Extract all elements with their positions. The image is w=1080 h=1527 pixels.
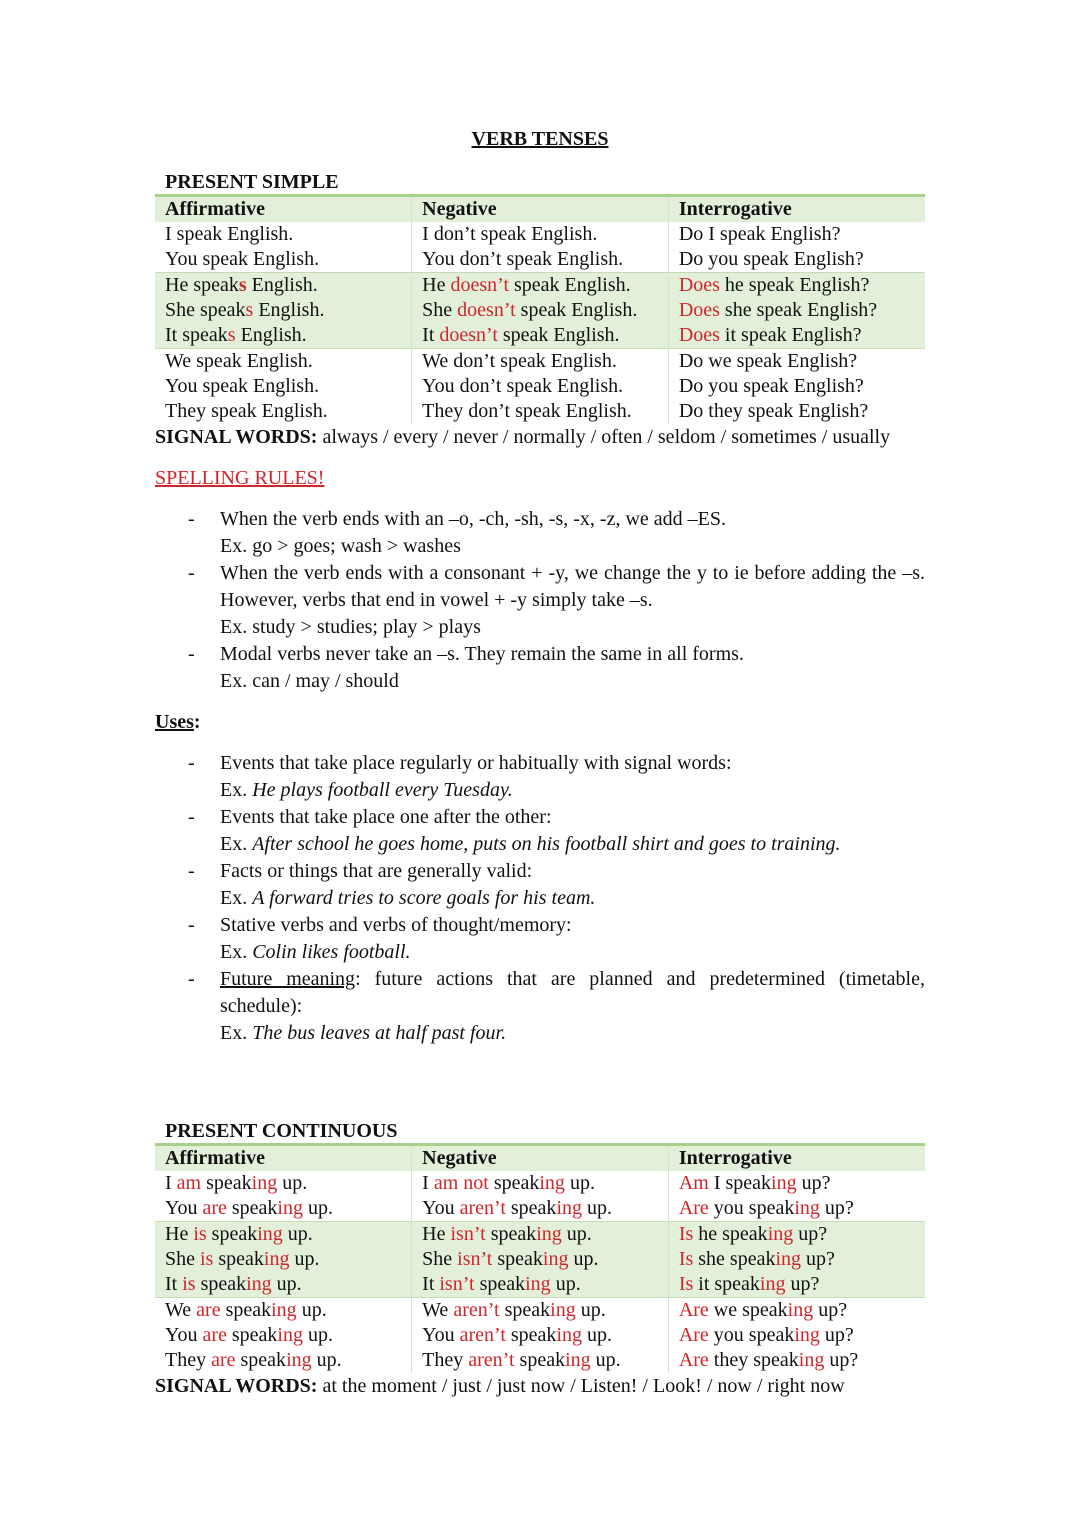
text-segment: Do they speak English? [678, 400, 869, 422]
rule-text: When the verb ends with an –o, -ch, -sh, -s, -x, -z, we add –ES. [220, 508, 726, 530]
highlighted-text: ing [525, 1273, 551, 1295]
text-segment: It [165, 1273, 183, 1295]
text-segment: she speak [693, 1248, 776, 1270]
text-segment: up. [561, 1223, 592, 1245]
table-cell [412, 1222, 669, 1248]
table-cell [668, 1247, 925, 1272]
table-row [155, 323, 925, 349]
table-cell [412, 349, 669, 375]
highlighted-text: doesn’t [457, 299, 516, 321]
signal-label: SIGNAL WORDS: [155, 1375, 318, 1397]
column-header: Affirmative [155, 1145, 412, 1172]
table-cell [412, 1196, 669, 1222]
text-segment: up? [824, 1349, 859, 1371]
table-cell [155, 1196, 412, 1222]
text-segment: speak English. [509, 274, 631, 296]
text-segment: They [165, 1349, 212, 1371]
present-simple-table [155, 194, 925, 424]
text-segment: speak [505, 1324, 557, 1346]
highlighted-text: is [182, 1273, 196, 1295]
table-cell [155, 1171, 412, 1196]
highlighted-text: ing [794, 1324, 820, 1346]
table-cell [412, 1247, 669, 1272]
text-segment: I speak English. [165, 223, 294, 245]
highlighted-text: are [211, 1349, 236, 1371]
text-segment: up? [793, 1223, 828, 1245]
text-segment: He [422, 1223, 451, 1245]
table-cell [412, 374, 669, 399]
table-cell [668, 222, 925, 247]
example-sentence: A forward tries to score goals for his team. [252, 887, 596, 909]
ex-prefix: Ex. [220, 887, 253, 909]
text-segment: They [422, 1349, 469, 1371]
text-segment: She [165, 1248, 200, 1270]
highlighted-text: Is [678, 1248, 694, 1270]
highlighted-text: doesn’t [439, 324, 498, 346]
table-cell [155, 1323, 412, 1348]
table-cell [668, 1323, 925, 1348]
use-text: Stative verbs and verbs of thought/memory: [220, 914, 572, 936]
document-title: VERB TENSES [471, 128, 609, 150]
text-segment: I don’t speak English. [422, 223, 598, 245]
text-segment: you speak [708, 1324, 795, 1346]
table-cell [155, 1298, 412, 1324]
text-segment: She speak [165, 299, 246, 321]
text-segment: He [422, 274, 451, 296]
table-row [155, 1196, 925, 1222]
text-segment: You [165, 1197, 203, 1219]
highlighted-text: Is [678, 1273, 694, 1295]
text-segment: up. [289, 1248, 320, 1270]
highlighted-text: Does [678, 299, 720, 321]
table-cell [155, 222, 412, 247]
table-cell [412, 323, 669, 349]
table-row [155, 1247, 925, 1272]
table-cell [155, 1247, 412, 1272]
table-cell [155, 247, 412, 273]
highlighted-text: ing [257, 1223, 283, 1245]
text-segment: up. [568, 1248, 599, 1270]
highlighted-text: aren’t [459, 1324, 506, 1346]
text-segment: up. [575, 1299, 606, 1321]
column-header: Negative [412, 196, 669, 223]
highlighted-text: are [196, 1299, 221, 1321]
highlighted-text: isn’t [450, 1223, 486, 1245]
table-cell [155, 349, 412, 375]
ex-prefix: Ex. [220, 941, 253, 963]
ex-prefix: Ex. [220, 1022, 253, 1044]
use-keyword: Future meaning [220, 968, 356, 990]
text-segment: up. [582, 1197, 612, 1219]
highlighted-text: ing [246, 1273, 272, 1295]
use-example [220, 939, 925, 966]
text-segment: up. [282, 1223, 313, 1245]
column-header: Negative [412, 1145, 669, 1172]
text-segment: We don’t speak English. [422, 350, 617, 372]
table-header-row [155, 196, 925, 223]
table-cell [668, 374, 925, 399]
text-segment: up? [819, 1324, 854, 1346]
signal-words [155, 424, 925, 451]
text-segment: You don’t speak English. [422, 248, 624, 270]
table-cell [412, 273, 669, 299]
text-segment: It [422, 324, 440, 346]
spelling-rule [155, 560, 925, 641]
table-cell [668, 298, 925, 323]
uses-heading-line [155, 709, 925, 736]
use-text: Facts or things that are generally valid: [220, 860, 533, 882]
table-cell [412, 1272, 669, 1298]
highlighted-text: are [202, 1324, 227, 1346]
text-segment: up. [271, 1273, 302, 1295]
rule-example: Ex. can / may / should [220, 670, 399, 692]
highlighted-text: s [245, 299, 254, 321]
table-cell [668, 247, 925, 273]
highlighted-text: Are [678, 1324, 709, 1346]
column-header: Interrogative [668, 196, 925, 223]
text-segment: speak [488, 1172, 540, 1194]
highlighted-text: aren’t [459, 1197, 506, 1219]
highlighted-text: am [176, 1172, 202, 1194]
highlighted-text: ing [787, 1299, 814, 1321]
table-cell [668, 1272, 925, 1298]
spelling-rule [155, 641, 925, 695]
text-segment: He [165, 1223, 194, 1245]
table-cell [412, 399, 669, 424]
rule-example: Ex. study > studies; play > plays [220, 616, 481, 638]
highlighted-text: ing [794, 1197, 820, 1219]
text-segment: Do we speak English? [678, 350, 858, 372]
table-row [155, 247, 925, 273]
highlighted-text: isn’t [439, 1273, 475, 1295]
text-segment: up? [813, 1299, 848, 1321]
text-segment: speak English. [497, 324, 620, 346]
table-cell [412, 222, 669, 247]
signal-label: SIGNAL WORDS: [155, 426, 318, 448]
text-segment: up? [819, 1197, 854, 1219]
use-example [220, 777, 925, 804]
text-segment: We [422, 1299, 454, 1321]
highlighted-text: ing [775, 1248, 802, 1270]
example-sentence: He plays football every Tuesday. [252, 779, 513, 801]
text-segment: You don’t speak English. [422, 375, 624, 397]
table-cell [668, 1298, 925, 1324]
table-row [155, 374, 925, 399]
text-segment: speak [201, 1172, 252, 1194]
text-segment: Do you speak English? [678, 248, 864, 270]
text-segment: speak [220, 1299, 272, 1321]
highlighted-text: ing [542, 1248, 569, 1270]
highlighted-text: ing [556, 1197, 582, 1219]
use-item [155, 750, 925, 804]
highlighted-text: ing [556, 1324, 582, 1346]
table-row [155, 1298, 925, 1324]
highlighted-text: ing [251, 1172, 278, 1194]
table-row [155, 222, 925, 247]
use-example [220, 1020, 925, 1047]
table-cell [668, 323, 925, 349]
text-segment: up. [296, 1299, 327, 1321]
table-cell [668, 273, 925, 299]
highlighted-text: ing [539, 1172, 565, 1194]
use-example [220, 831, 925, 858]
text-segment: She [422, 299, 458, 321]
table-cell [155, 1348, 412, 1373]
highlighted-text: s [227, 324, 236, 346]
table-row [155, 1323, 925, 1348]
present-continuous-section [155, 1119, 925, 1400]
use-item [155, 912, 925, 966]
text-segment: up? [796, 1172, 831, 1194]
highlighted-text: Are [678, 1197, 709, 1219]
text-segment: we speak [708, 1299, 788, 1321]
highlighted-text: Are [678, 1349, 709, 1371]
spelling-rules-list [155, 506, 925, 695]
text-segment: We speak English. [165, 350, 313, 372]
text-segment: They speak English. [165, 400, 328, 422]
text-segment: We [165, 1299, 197, 1321]
text-segment: up. [582, 1324, 612, 1346]
use-text: Events that take place one after the other: [220, 806, 552, 828]
use-item [155, 858, 925, 912]
highlighted-text: Am [678, 1172, 709, 1194]
table-row [155, 298, 925, 323]
text-segment: up? [801, 1248, 835, 1270]
text-segment: You speak English. [165, 248, 320, 270]
highlighted-text: ing [277, 1324, 303, 1346]
table-row [155, 1348, 925, 1373]
spelling-rules-heading: SPELLING RULES! [155, 467, 325, 489]
table-cell [155, 399, 412, 424]
text-segment: English. [235, 324, 307, 346]
highlighted-text: ing [767, 1223, 794, 1245]
table-cell [412, 247, 669, 273]
highlighted-text: am not [433, 1172, 489, 1194]
table-cell [155, 273, 412, 299]
example-sentence: Colin likes football. [252, 941, 411, 963]
highlighted-text: ing [798, 1349, 825, 1371]
text-segment: I [165, 1172, 177, 1194]
text-segment: speak [505, 1197, 557, 1219]
text-segment: speak [213, 1248, 264, 1270]
text-segment: speak [226, 1324, 278, 1346]
highlighted-text: ing [263, 1248, 290, 1270]
example-sentence: After school he goes home, puts on his football shirt and goes to training. [252, 833, 841, 855]
present-continuous-table [155, 1143, 925, 1373]
text-segment: speak [206, 1223, 258, 1245]
use-item [155, 804, 925, 858]
text-segment: up. [302, 1197, 333, 1219]
spelling-rule [155, 506, 925, 560]
highlighted-text: is [193, 1223, 207, 1245]
text-segment: He speak [165, 274, 239, 296]
highlighted-text: ing [286, 1349, 312, 1371]
table-cell [155, 374, 412, 399]
text-segment: speak English. [515, 299, 638, 321]
table-cell [155, 323, 412, 349]
highlighted-text: ing [536, 1223, 562, 1245]
text-segment: You [165, 1324, 203, 1346]
table-row [155, 1222, 925, 1248]
text-segment: speak [499, 1299, 551, 1321]
uses-heading: Uses [155, 711, 194, 733]
text-segment: You [422, 1324, 460, 1346]
signal-words-list: always / every / never / normally / often / seldom / sometimes / usually [317, 426, 891, 448]
highlighted-text: ing [759, 1273, 786, 1295]
uses-list [155, 750, 925, 1047]
signal-words [155, 1373, 925, 1400]
text-segment: speak [235, 1349, 287, 1371]
use-text: : future actions that are planned and predetermined (timetable, schedule): [220, 968, 925, 1017]
text-segment: she speak English? [719, 299, 878, 321]
text-segment: speak [514, 1349, 566, 1371]
table-cell [155, 1222, 412, 1248]
ex-prefix: Ex. [220, 833, 253, 855]
table-row [155, 399, 925, 424]
highlighted-text: ing [550, 1299, 576, 1321]
highlighted-text: ing [271, 1299, 297, 1321]
use-example [220, 885, 925, 912]
highlighted-text: ing [277, 1197, 303, 1219]
table-cell [155, 1272, 412, 1298]
table-row [155, 273, 925, 299]
table-cell [412, 1348, 669, 1373]
present-continuous-heading: PRESENT CONTINUOUS [165, 1120, 398, 1142]
table-row [155, 1272, 925, 1298]
text-segment: They don’t speak English. [422, 400, 632, 422]
text-segment: You speak English. [165, 375, 320, 397]
text-segment: It [422, 1273, 440, 1295]
text-segment: up. [302, 1324, 333, 1346]
text-segment: he speak [693, 1223, 768, 1245]
table-row [155, 1171, 925, 1196]
table-cell [668, 1196, 925, 1222]
table-cell [412, 1298, 669, 1324]
use-item [155, 966, 925, 1047]
example-sentence: The bus leaves at half past four. [252, 1022, 507, 1044]
text-segment: English. [246, 274, 318, 296]
highlighted-text: Is [678, 1223, 694, 1245]
highlighted-text: Does [678, 324, 720, 346]
table-cell [412, 1323, 669, 1348]
present-simple-section [155, 170, 925, 1047]
text-segment: speak [474, 1273, 526, 1295]
text-segment: speak [492, 1248, 543, 1270]
text-segment: up. [277, 1172, 308, 1194]
table-cell [668, 1348, 925, 1373]
text-segment: Do you speak English? [678, 375, 864, 397]
rule-text: Modal verbs never take an –s. They remain the same in all forms. [220, 643, 744, 665]
highlighted-text: isn’t [457, 1248, 493, 1270]
table-cell [668, 1171, 925, 1196]
table-cell [668, 399, 925, 424]
highlighted-text: are [202, 1197, 227, 1219]
text-segment: You [422, 1197, 460, 1219]
table-row [155, 349, 925, 375]
table-cell [668, 1222, 925, 1248]
text-segment: Do I speak English? [678, 223, 841, 245]
highlighted-text: ing [771, 1172, 797, 1194]
text-segment: English. [253, 299, 325, 321]
text-segment: It speak [165, 324, 228, 346]
table-header-row [155, 1145, 925, 1172]
text-segment: speak [226, 1197, 278, 1219]
text-segment: speak [485, 1223, 537, 1245]
highlighted-text: doesn’t [450, 274, 509, 296]
present-simple-heading: PRESENT SIMPLE [165, 171, 339, 193]
text-segment: he speak English? [719, 274, 870, 296]
highlighted-text: is [200, 1248, 214, 1270]
text-segment: you speak [708, 1197, 795, 1219]
text-segment: speak [195, 1273, 247, 1295]
text-segment: I speak [708, 1172, 772, 1194]
table-cell [412, 298, 669, 323]
table-cell [668, 349, 925, 375]
highlighted-text: Does [678, 274, 720, 296]
highlighted-text: Are [678, 1299, 709, 1321]
table-cell [412, 1171, 669, 1196]
uses-colon: : [193, 711, 201, 733]
rule-example: Ex. go > goes; wash > washes [220, 535, 461, 557]
text-segment: She [422, 1248, 458, 1270]
text-segment: up. [590, 1349, 621, 1371]
column-header: Affirmative [155, 196, 412, 223]
text-segment: up. [311, 1349, 342, 1371]
table-cell [155, 298, 412, 323]
signal-words-list: at the moment / just / just now / Listen! / Look! / now / right now [317, 1375, 845, 1397]
text-segment: up? [785, 1273, 820, 1295]
text-segment: they speak [708, 1349, 799, 1371]
highlighted-text: aren’t [468, 1349, 515, 1371]
column-header: Interrogative [668, 1145, 925, 1172]
text-segment: it speak English? [719, 324, 862, 346]
text-segment: up. [564, 1172, 595, 1194]
highlighted-text: ing [565, 1349, 591, 1371]
highlighted-text: aren’t [453, 1299, 500, 1321]
text-segment: it speak [693, 1273, 760, 1295]
text-segment: I [422, 1172, 434, 1194]
rule-text: When the verb ends with a consonant + -y, we change the y to ie before adding the –s. However, verbs that end in vowel + -y simply take –s. [220, 562, 925, 611]
highlighted-text: s [238, 274, 247, 296]
ex-prefix: Ex. [220, 779, 253, 801]
use-text: Events that take place regularly or habitually with signal words: [220, 752, 732, 774]
text-segment: up. [550, 1273, 581, 1295]
